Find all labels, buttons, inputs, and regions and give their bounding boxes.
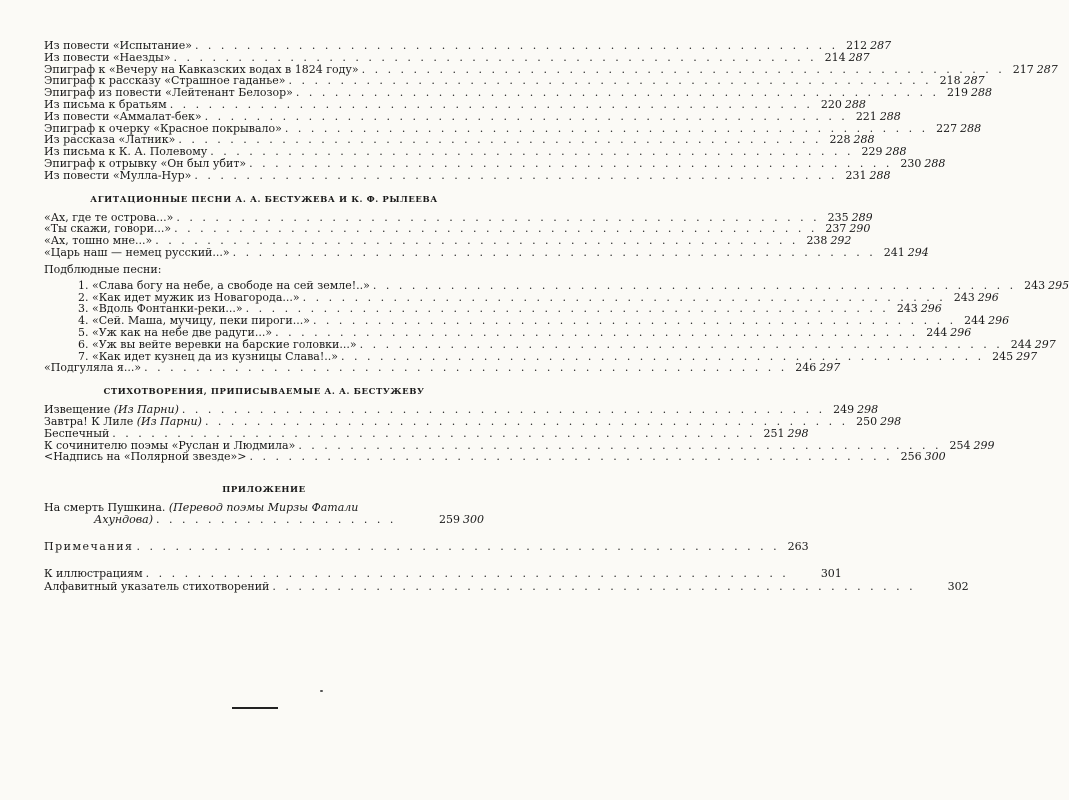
note-page-number: 288	[971, 86, 993, 100]
note-page-number: 288	[844, 97, 866, 111]
note-page-number: 287	[848, 50, 870, 64]
page-number: 251	[763, 426, 785, 440]
note-page-number: 288	[853, 133, 875, 147]
page-number: 229	[861, 145, 883, 159]
page-number: 230	[900, 156, 922, 170]
table-of-contents	[44, 39, 1069, 594]
note-page-number: 297	[1016, 349, 1038, 363]
entry-title: 4. «Сей. Маша, мучицу, пеки пироги...»	[78, 314, 310, 328]
page-number: 244	[1010, 337, 1032, 351]
toc-entry[interactable]	[44, 502, 484, 526]
page-number: 301	[820, 567, 842, 581]
page-number: 302	[947, 580, 969, 594]
leader-dots	[136, 540, 779, 553]
note-page-number: 288	[885, 145, 907, 159]
entry-title: Из письма к К. А. Полевому	[44, 145, 208, 159]
page-number: 235	[827, 210, 849, 224]
page-number: 243	[896, 302, 918, 316]
toc-entry[interactable]	[44, 97, 866, 111]
entry-title: Из рассказа «Латник»	[44, 133, 176, 147]
page-number: 263	[787, 540, 809, 554]
entry-title: Алфавитный указатель стихотворений	[44, 580, 270, 594]
toc-group-appendix	[44, 501, 969, 594]
entry-title	[44, 451, 246, 463]
entry-title-main: Извещение	[44, 403, 114, 417]
page-number: 259	[439, 513, 460, 527]
entry-title: Из повести «Наезды»	[44, 50, 171, 64]
entry-title: 1. «Слава богу на небе, а свободе на сей земле!..»	[78, 278, 370, 292]
entry-title: К иллюстрациям	[44, 567, 143, 581]
toc-group-podblyudnye	[44, 278, 1069, 363]
entry-title: Из повести «Мулла-Нур»	[44, 168, 192, 182]
entry-title: 3. «Вдоль Фонтанки-реки...»	[78, 302, 243, 316]
leader-dots	[249, 451, 892, 463]
page-number: 256	[900, 450, 922, 464]
page-number: 244	[964, 314, 986, 328]
page-number: 220	[820, 97, 842, 111]
entry-title-source: (Из Парни)	[136, 414, 202, 428]
entry-title: На смерть Пушкина.	[44, 501, 169, 515]
note-page-number: 292	[830, 234, 852, 248]
toc-entry[interactable]	[78, 278, 1069, 292]
note-page-number: 287	[870, 39, 892, 52]
entry-title-line2	[44, 514, 484, 526]
leader-dots	[170, 99, 813, 111]
leader-dots	[194, 170, 837, 182]
page-number: 231	[845, 168, 867, 182]
print-speck	[320, 690, 323, 692]
entry-title-main: <Надпись на «Полярной звезде»>	[44, 450, 247, 464]
toc-entry[interactable]	[44, 50, 870, 64]
toc-entry[interactable]	[78, 337, 1056, 351]
entry-title: Эпиграф из повести «Лейтенант Белозор»	[44, 86, 293, 100]
leader-dots	[360, 339, 1003, 351]
note-page-number: 294	[907, 245, 929, 259]
page-number: 221	[855, 109, 877, 123]
toc-entry[interactable]	[44, 156, 946, 170]
note-page-number: 298	[880, 414, 902, 428]
note-page-number: 296	[988, 314, 1010, 328]
toc-group-attributed-poems	[44, 403, 995, 464]
page-number: 217	[1012, 62, 1034, 76]
leader-dots	[205, 416, 848, 428]
entry-title: Примечания	[44, 540, 134, 554]
toc-entry[interactable]	[44, 540, 809, 554]
note-page-number: 288	[879, 109, 901, 123]
note-page-number: 288	[960, 121, 982, 135]
note-page-number: 287	[963, 74, 985, 88]
entry-title: Эпиграф к очерку «Красное покрывало»	[44, 121, 282, 135]
leader-dots	[233, 247, 876, 259]
toc-entry[interactable]	[44, 450, 946, 464]
page-number: 243	[953, 290, 975, 304]
toc-group-excerpts	[44, 39, 1058, 182]
entry-title-main: Завтра! К Лиле	[44, 414, 137, 428]
note-page-number: 297	[1034, 337, 1056, 351]
leader-dots	[272, 580, 915, 593]
note-page-number: 287	[1036, 62, 1058, 76]
page-number: 246	[795, 361, 817, 375]
entry-subtitle: (Перевод поэмы Мирзы Фатали	[168, 501, 359, 515]
page-number: 244	[926, 325, 948, 339]
note-page-number: 296	[977, 290, 999, 304]
page-number: 212	[846, 39, 868, 52]
page-number: 249	[833, 403, 855, 417]
section-heading-attributed-poems: СТИХОТВОРЕНИЯ, ПРИПИСЫВАЕМЫЕ А. А. БЕСТУЖЕВУ	[103, 387, 425, 398]
toc-entry[interactable]	[78, 325, 972, 339]
page-number: 218	[939, 74, 961, 88]
note-page-number: 288	[924, 156, 946, 170]
entry-title: Эпиграф к «Вечеру на Кавказских водах в 1824 году»	[44, 62, 359, 76]
entry-title: Эпиграф к отрывку «Он был убит»	[44, 156, 247, 170]
page-number: 227	[936, 121, 958, 135]
toc-entry[interactable]	[44, 580, 969, 594]
page-number: 243	[1024, 278, 1046, 292]
page-number: 219	[947, 86, 969, 100]
leader-dots	[249, 158, 892, 170]
page-number: 250	[856, 414, 878, 428]
leader-dots	[275, 327, 918, 339]
entry-title: «Ты скажи, говори...»	[44, 222, 172, 236]
toc-entry[interactable]	[44, 168, 891, 182]
toc-entry[interactable]	[44, 109, 901, 123]
note-page-number: 296	[920, 302, 942, 316]
entry-title: «Царь наш — немец русский...»	[44, 245, 230, 259]
entry-title: «Ах, где те острова...»	[44, 210, 174, 224]
leader-dots	[373, 280, 1016, 292]
entry-title: 5. «Уж как на небе две радуги...»	[78, 325, 273, 339]
entry-title-source: (Из Парни)	[113, 403, 179, 417]
note-page-number: 298	[857, 403, 879, 417]
entry-title: «Ах, тошно мне...»	[44, 234, 153, 248]
entry-title: Из повести «Испытание»	[44, 39, 192, 52]
leader-dots	[144, 362, 787, 374]
note-page-number: 296	[950, 325, 972, 339]
entry-title: Из повести «Аммалат-бек»	[44, 109, 202, 123]
entry-title: 7. «Как идет кузнец да из кузницы Слава!..»	[78, 349, 338, 363]
entry-title: «Подгуляла я...»	[44, 361, 142, 375]
note-page-number: 288	[869, 168, 891, 182]
leader-dots	[173, 52, 816, 64]
note-page-number: 289	[851, 210, 873, 224]
page-number: 237	[825, 222, 847, 236]
toc-entry[interactable]	[44, 567, 842, 581]
page-number: 245	[992, 349, 1014, 363]
toc-group-agitation-songs	[44, 210, 929, 259]
entry-title: 2. «Как идет мужик из Новагорода...»	[78, 290, 300, 304]
note-page-number: 300	[463, 513, 484, 527]
note-page-number: 297	[819, 361, 841, 375]
page-number: 228	[829, 133, 851, 147]
entry-title: Из письма к братьям	[44, 97, 167, 111]
toc-entry[interactable]	[44, 245, 929, 259]
leader-dots	[205, 111, 848, 123]
end-rule	[232, 707, 278, 709]
note-page-number: 298	[787, 426, 809, 440]
section-heading-agitation-songs: АГИТАЦИОННЫЕ ПЕСНИ А. А. БЕСТУЖЕВА И К. Ф. РЫЛЕЕВА	[90, 194, 438, 205]
entry-title: Эпиграф к рассказу «Страшное гаданье»	[44, 74, 286, 88]
note-page-number: 290	[849, 222, 871, 236]
page-number: 238	[806, 234, 828, 248]
page-number: 254	[949, 438, 971, 452]
section-heading-appendix: ПРИЛОЖЕНИЕ	[222, 485, 306, 496]
leader-dots	[156, 514, 431, 526]
toc-entry[interactable]	[44, 414, 902, 428]
sub-label-podblyudnye: Подблюдные песни:	[44, 262, 162, 276]
toc-entry[interactable]	[44, 361, 841, 375]
leader-dots	[146, 567, 789, 580]
note-page-number: 299	[973, 438, 995, 452]
page-number: 241	[883, 245, 905, 259]
note-page-number: 300	[924, 450, 946, 464]
entry-subtitle-cont: Ахундова)	[94, 513, 154, 527]
note-page-number: 295	[1048, 278, 1069, 292]
page-number: 214	[824, 50, 846, 64]
entry-title-main: Беспечный	[44, 426, 110, 440]
entry-title-main: К сочинителю поэмы «Руслан и Людмила»	[44, 438, 296, 452]
entry-title: 6. «Уж вы вейте веревки на барские головки...»	[78, 337, 357, 351]
